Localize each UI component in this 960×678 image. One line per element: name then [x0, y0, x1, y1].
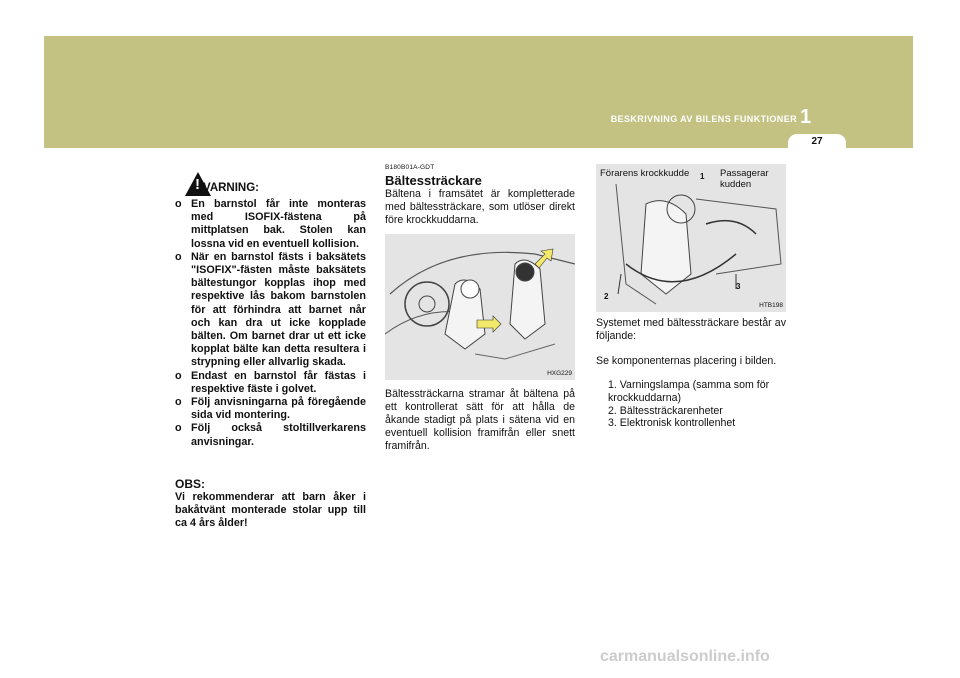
components-column — [596, 164, 786, 430]
warning-list — [175, 198, 366, 449]
warning-header — [175, 178, 366, 198]
section-code: B180B01A-GDT — [385, 164, 435, 171]
warning-column — [175, 178, 366, 530]
intro-paragraph: Bältena i framsätet är kompletterade med bältessträckare, som utlöser direkt före krockkuddarna. — [385, 188, 575, 226]
header-right-margin — [913, 0, 960, 148]
warning-item: o När en barnstol fästs i baksätets "ISOFIX"-fästen måste baksätets bältestungor kopplas ihop med respektive lås bakom barnstolen för att förhindra att barnet når och kan dra ut icke kopplade bälten. Om barnet drar ut ett icke kopplat bälte kan detta resultera i strypning eller allvarlig skada. — [175, 251, 366, 370]
watermark: carmanualsonline.info — [600, 648, 770, 665]
figure-number-3: 3 — [736, 282, 741, 291]
header-left-margin — [0, 36, 44, 148]
figure-number-1: 1 — [700, 172, 705, 181]
components-location: Se komponenternas placering i bilden. — [596, 354, 777, 367]
car-interior-drawing — [385, 234, 575, 380]
warning-title: VARNING: — [203, 182, 260, 194]
section-heading: Bältessträckare — [385, 173, 482, 188]
passenger-airbag-label: Passagerar kudden — [720, 168, 776, 190]
section-number: 1 — [800, 106, 812, 128]
components-intro: Systemet med bältessträckare består av följande: — [596, 317, 786, 342]
warning-item: o Följ också stoltillverkarens anvisningar. — [175, 422, 366, 448]
header-top-margin — [0, 0, 913, 36]
page-number: 27 — [811, 136, 823, 147]
exclamation-icon: ! — [195, 176, 200, 193]
car-interior-illustration — [385, 234, 575, 380]
warning-item: o Endast en barnstol får fästas i respektive fäste i golvet. — [175, 370, 366, 396]
list-item: 2. Bältessträckarenheter — [608, 404, 723, 417]
obs-text: Vi rekommenderar att barn åker i bakåtvänt monterade stolar upp till ca 4 års ålder! — [175, 490, 366, 529]
section-title: BESKRIVNING AV BILENS FUNKTIONER — [610, 114, 797, 124]
components-list — [596, 379, 786, 429]
body-paragraph: Bältessträckarna stramar åt bältena på ett kontrollerat sätt för att hålla de åkande stadigt på plats i sätena vid en eventuell kollision framifrån eller snett framifrån. — [385, 388, 575, 452]
figure-code: HTB198 — [759, 302, 783, 309]
warning-item: o En barnstol får inte monteras med ISOFIX-fästena på mittplatsen bak. Stolen kan lossna vid en eventuell kollision. — [175, 198, 366, 251]
figure-number-2: 2 — [604, 292, 609, 301]
obs-title: OBS: — [175, 476, 205, 491]
figure-code: HXG229 — [547, 370, 572, 378]
list-item: 1. Varningslampa (samma som för krockkuddarna) — [608, 379, 770, 404]
warning-item: o Följ anvisningarna på föregående sida vid montering. — [175, 396, 366, 422]
pretensioner-column — [385, 164, 575, 452]
driver-airbag-label: Förarens krockkudde — [600, 168, 690, 179]
seatbelt-system-illustration — [596, 164, 786, 312]
list-item: 3. Elektronisk kontrollenhet — [608, 417, 736, 430]
